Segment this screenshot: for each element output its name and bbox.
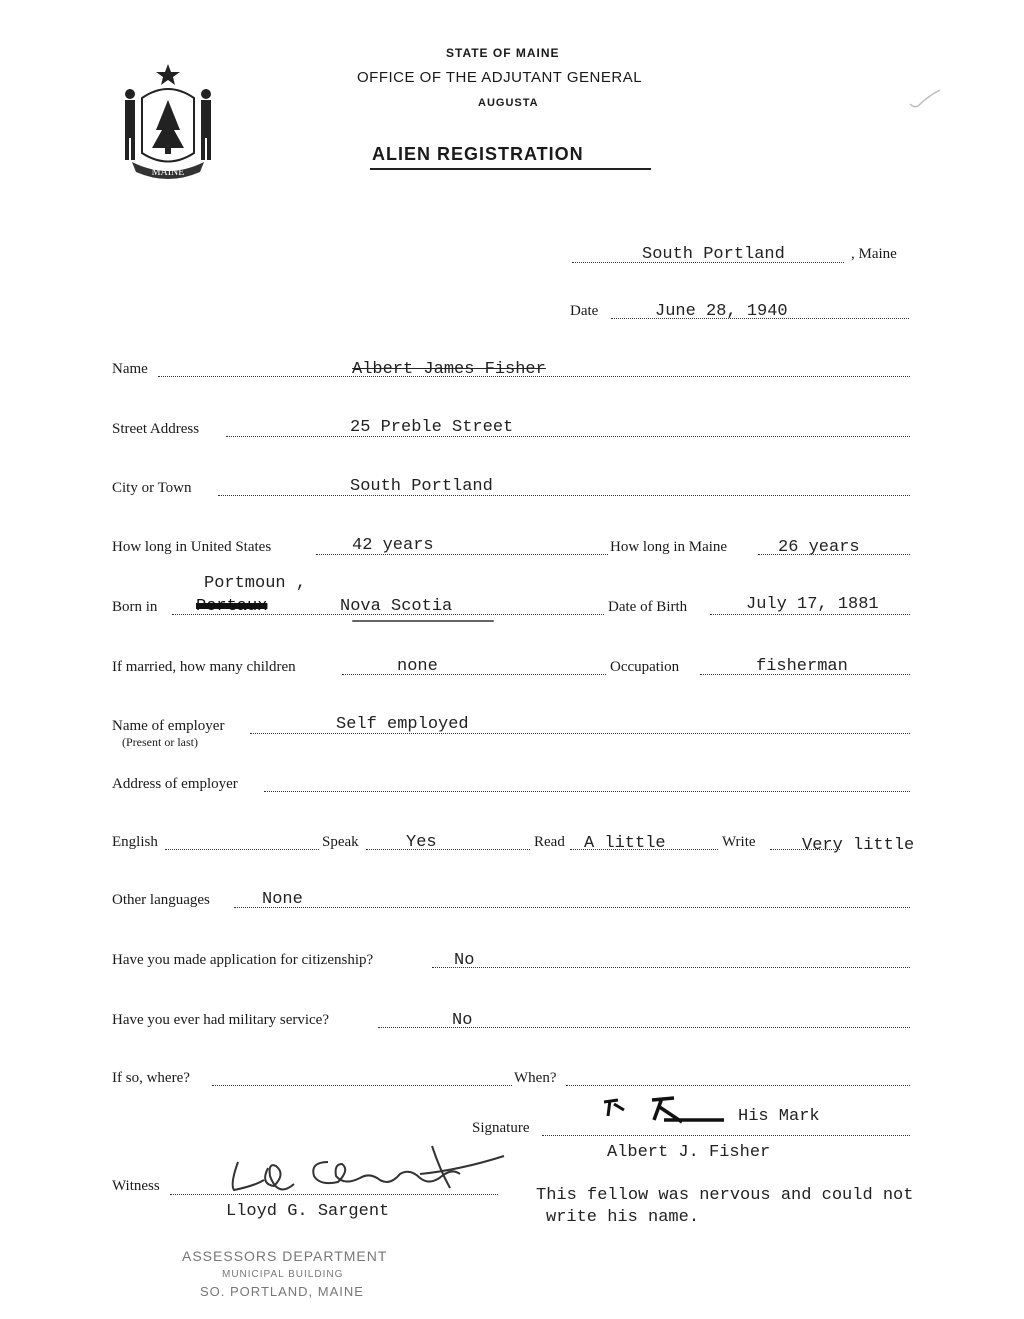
city-label: City or Town — [112, 480, 192, 496]
born-country[interactable]: Nova Scotia — [340, 597, 453, 616]
employer-address-label: Address of employer — [112, 776, 238, 792]
witness-signature — [220, 1140, 510, 1205]
name-value[interactable]: Albert James Fisher — [352, 360, 546, 379]
children-value[interactable]: none — [397, 657, 438, 676]
us-time-value[interactable]: 42 years — [352, 536, 434, 555]
stamp-line-2: MUNICIPAL BUILDING — [222, 1269, 344, 1280]
other-languages-label: Other languages — [112, 892, 210, 908]
military-label: Have you ever had military service? — [112, 1012, 329, 1028]
location-suffix: , Maine — [851, 246, 897, 262]
born-struck: Portaux — [196, 597, 268, 616]
title-underline — [370, 168, 651, 170]
maine-seal — [112, 58, 224, 183]
stamp-line-1: ASSESSORS DEPARTMENT — [182, 1248, 388, 1264]
other-languages-value[interactable]: None — [262, 890, 303, 909]
employer-sublabel: (Present or last) — [122, 735, 198, 749]
seal-text: MAINE — [151, 167, 185, 178]
city-value[interactable]: South Portland — [350, 477, 493, 496]
date-value[interactable]: June 28, 1940 — [655, 302, 788, 321]
citizenship-label: Have you made application for citizenship? — [112, 952, 374, 968]
citizenship-value[interactable]: No — [454, 951, 475, 970]
date-label: Date — [570, 303, 599, 319]
office-heading: OFFICE OF THE ADJUTANT GENERAL — [357, 69, 643, 86]
speak-value[interactable]: Yes — [406, 833, 437, 852]
signature-label: Signature — [472, 1120, 530, 1136]
write-value[interactable]: Very little — [802, 836, 915, 855]
born-correction[interactable]: Portmoun , — [204, 574, 307, 593]
check-mark-icon — [908, 88, 942, 115]
signature-mark — [602, 1094, 732, 1133]
name-label: Name — [112, 361, 148, 377]
occupation-label: Occupation — [610, 659, 680, 675]
witness-label: Witness — [112, 1178, 160, 1194]
where-label: If so, where? — [112, 1070, 190, 1086]
city-heading: AUGUSTA — [478, 97, 539, 109]
street-value[interactable]: 25 Preble Street — [350, 418, 514, 437]
english-label: English — [112, 834, 158, 850]
state-heading: STATE OF MAINE — [446, 46, 560, 60]
stamp-line-3: SO. PORTLAND, MAINE — [200, 1284, 364, 1299]
dob-label: Date of Birth — [608, 599, 688, 615]
maine-time-label: How long in Maine — [610, 539, 728, 555]
signature-mark-text: His Mark — [738, 1107, 820, 1126]
witness-typed-name[interactable]: Lloyd G. Sargent — [226, 1202, 390, 1221]
occupation-value[interactable]: fisherman — [756, 657, 848, 676]
form-title: ALIEN REGISTRATION — [372, 144, 584, 164]
signature-typed-name[interactable]: Albert J. Fisher — [607, 1143, 771, 1162]
military-value[interactable]: No — [452, 1011, 473, 1030]
note-line-1: This fellow was nervous and could not — [536, 1186, 914, 1205]
street-label: Street Address — [112, 421, 200, 437]
employer-value[interactable]: Self employed — [336, 715, 469, 734]
country-underline — [352, 620, 494, 622]
when-label: When? — [514, 1070, 557, 1086]
born-label: Born in — [112, 599, 158, 615]
maine-time-value[interactable]: 26 years — [778, 538, 860, 557]
note-line-2: write his name. — [546, 1208, 700, 1227]
dob-value[interactable]: July 17, 1881 — [746, 595, 879, 614]
children-label: If married, how many children — [112, 659, 296, 675]
us-time-label: How long in United States — [112, 539, 272, 555]
employer-label: Name of employer — [112, 718, 225, 734]
location-value[interactable]: South Portland — [642, 245, 785, 264]
write-label: Write — [722, 834, 756, 850]
speak-label: Speak — [322, 834, 359, 850]
read-label: Read — [534, 834, 565, 850]
read-value[interactable]: A little — [584, 834, 666, 853]
